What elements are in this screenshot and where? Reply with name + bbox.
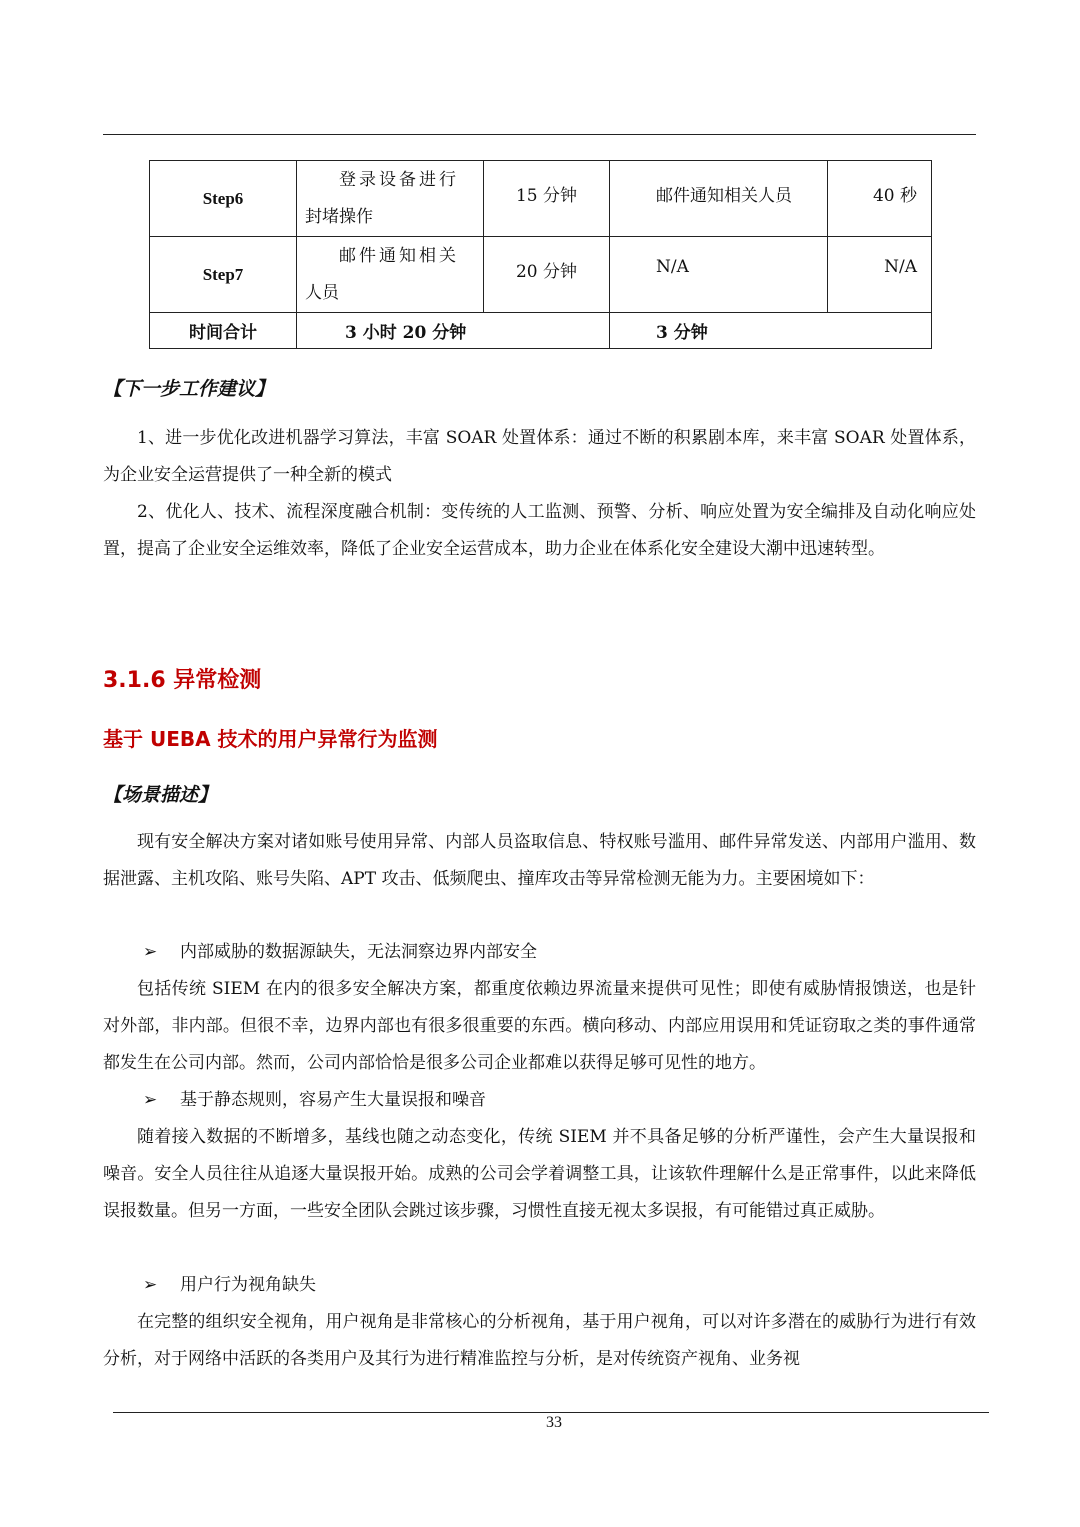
arrow-icon: ➢ [143, 1090, 158, 1110]
next-steps-paragraph-1: 1、进一步优化改进机器学习算法，丰富 SOAR 处置体系：通过不断的积累剧本库，来丰富 SOAR 处置体系，为企业安全运营提供了一种全新的模式 [103, 428, 976, 485]
total-label-cell: 时间合计 [150, 313, 297, 349]
step-cell: Step7 [150, 237, 297, 313]
section-title: 3.1.6 异常检测 [103, 668, 262, 693]
total-manual-cell: 3 小时 20 分钟 [297, 313, 610, 349]
header-rule [103, 134, 976, 135]
bullet-text: 用户行为视角缺失 [180, 1275, 316, 1295]
operation-cell [297, 161, 484, 237]
operation-line-1: 登录设备进行 [339, 169, 459, 190]
total-row [150, 313, 932, 349]
scenario-intro: 现有安全解决方案对诸如账号使用异常、内部人员盗取信息、特权账号滥用、邮件异常发送、内部用户滥用、数据泄露、主机攻陷、账号失陷、APT 攻击、低频爬虫、撞库攻击等异常检测无能为力。主要困境如下： [103, 832, 976, 889]
scenario-paragraph-1: 包括传统 SIEM 在内的很多安全解决方案，都重度依赖边界流量来提供可见性；即使有威胁情报馈送，也是针对外部，非内部。但很不幸，边界内部也有很多很重要的东西。横向移动、内部应用误用和凭证窃取之类的事件通常都发生在公司内部。然而，公司内部恰恰是很多公司企业都难以获得足够可见性的地方。 [103, 979, 976, 1073]
scenario-paragraph-3: 在完整的组织安全视角，用户视角是非常核心的分析视角，基于用户视角，可以对许多潜在的威胁行为进行有效分析，对于网络中活跃的各类用户及其行为进行精准监控与分析，是对传统资产视角、业务视 [103, 1312, 976, 1369]
table-row [150, 161, 932, 237]
auto-action-cell: 邮件通知相关人员 [610, 161, 828, 237]
scenario-heading: 【场景描述】 [103, 784, 218, 806]
operation-line-1: 邮件通知相关 [339, 245, 459, 266]
next-steps-paragraph-2: 2、优化人、技术、流程深度融合机制：变传统的人工监测、预警、分析、响应处置为安全编排及自动化响应处置，提高了企业安全运维效率，降低了企业安全运营成本，助力企业在体系化安全建设大潮中迅速转型。 [103, 502, 976, 559]
manual-time-cell: 20 分钟 [484, 237, 610, 313]
footer-rule [113, 1412, 989, 1413]
total-auto-cell: 3 分钟 [610, 313, 932, 349]
operation-cell [297, 237, 484, 313]
bullet-text: 基于静态规则，容易产生大量误报和噪音 [180, 1090, 486, 1110]
section-subtitle: 基于 UEBA 技术的用户异常行为监测 [103, 727, 438, 751]
bullet-item [143, 1082, 486, 1119]
arrow-icon: ➢ [143, 1275, 158, 1295]
bullet-item [143, 1267, 316, 1304]
manual-time-cell: 15 分钟 [484, 161, 610, 237]
auto-time-cell: N/A [828, 237, 932, 313]
next-steps-heading: 【下一步工作建议】 [103, 378, 275, 400]
auto-time-cell: 40 秒 [828, 161, 932, 237]
bullet-item [143, 934, 537, 971]
operation-line-2: 封堵操作 [305, 206, 373, 227]
scenario-paragraph-2: 随着接入数据的不断增多，基线也随之动态变化，传统 SIEM 并不具备足够的分析严谨性，会产生大量误报和噪音。安全人员往往从追逐大量误报开始。成熟的公司会学着调整工具，让该软件理解什么是正常事件，以此来降低误报数量。但另一方面，一些安全团队会跳过该步骤，习惯性直接无视太多误报，有可能错过真正威胁。 [103, 1127, 976, 1221]
bullet-text: 内部威胁的数据源缺失，无法洞察边界内部安全 [180, 942, 537, 962]
page-number: 33 [546, 1414, 562, 1431]
table-row [150, 237, 932, 313]
step-cell: Step6 [150, 161, 297, 237]
auto-action-cell: N/A [610, 237, 828, 313]
arrow-icon: ➢ [143, 942, 158, 962]
operation-line-2: 人员 [305, 282, 339, 303]
time-comparison-table [149, 160, 932, 349]
